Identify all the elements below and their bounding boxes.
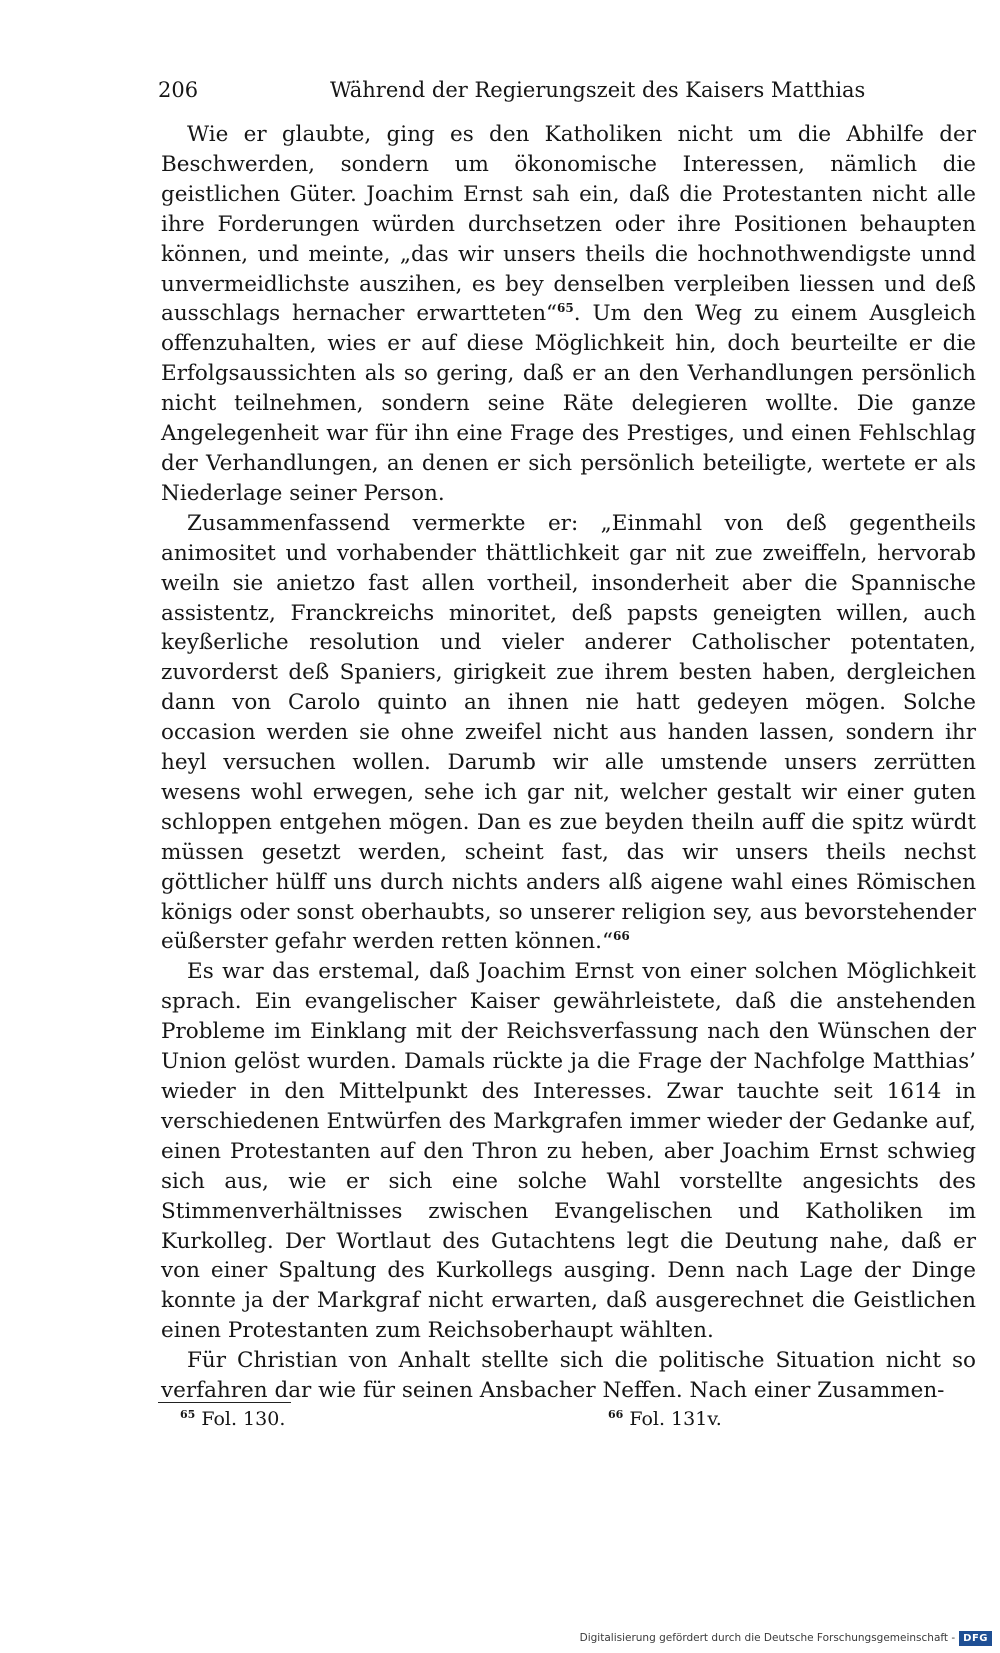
body-text [161, 120, 976, 1406]
paragraph-text: Zusammenfassend vermerkte er: „Einmahl von deß gegentheils animositet und vorhabender thättlichkeit gar nit zue zweiffeln, hervorab weiln sie anietzo fast allen vortheil, insonderheit aber die Spannische assistentz, Franckreichs minoritet, deß papsts geneigten willen, auch keyßerliche resolution und vieler anderer Catholischer potentaten, zuvorderst deß Spaniers, girigkeit zue ihrem besten haben, dergleichen dann von Carolo quinto an ihnen nie hatt gedeyen mögen. Solche occasion werden sie ohne zweifel nicht aus handen lassen, sondern ihr heyl versuchen wollen. Darumb wir alle umstende unsers zerrütten wesens wohl erwegen, sehe ich gar nit, welcher gestalt wir einer guten schloppen entgehen mögen. Dan es zue beyden theiln auff die spitz würdt müssen gesetzt werden, scheint fast, das wir unsers theils nechst göttlicher hülff uns durch nichts anders alß aigene wahl eines Römischen königs oder sonst oberhaubts, so unserer religion sey, aus bevorstehender eüßerster gefahr werden retten können.“ [161, 510, 976, 955]
page-number: 206 [158, 78, 199, 102]
running-head [158, 74, 966, 106]
dfg-logo-icon: DFG [959, 1631, 992, 1646]
footnote-reference-65[interactable]: 65 [557, 301, 574, 316]
digitization-credit [580, 1627, 992, 1649]
footnote-divider [158, 1402, 291, 1403]
footnote-text: Fol. 131v. [629, 1408, 722, 1430]
paragraph-1 [161, 120, 976, 509]
footnote-66 [608, 1405, 722, 1433]
paragraph-text: Für Christian von Anhalt stellte sich die politische Situation nicht so verfahren dar wie für seinen Ansbacher Neffen. Nach einer Zusammen- [161, 1348, 976, 1404]
footnote-marker: 65 [180, 1407, 196, 1421]
paragraph-text: . Um den Weg zu einem Ausgleich offenzuhalten, wies er auf diese Möglichkeit hin, doch beurteilte er die Erfolgsaussichten als so gering, daß er an den Verhandlungen persönlich nicht teilnehmen, sondern seine Räte delegieren wollte. Die ganze Angelegenheit war für ihn eine Frage des Prestiges, und einen Fehlschlag der Verhandlungen, an denen er sich persönlich beteiligte, wertete er als Niederlage seiner Person. [161, 301, 976, 506]
paragraph-2 [161, 509, 976, 958]
paragraph-text: Wie er glaubte, ging es den Katholiken nicht um die Abhilfe der Beschwerden, sondern um ökonomische Interessen, nämlich die geistlichen Güter. Joachim Ernst sah ein, daß die Protestanten nicht alle ihre Forderungen würden durchsetzen oder ihre Positionen behaupten können, und meinte, „das wir unsers theils die hochnothwendigste unnd unvermeidlichste auszihen, es bey denselben verpleiben liessen und deß ausschlags hernacher erwartteten“ [161, 122, 976, 327]
paragraph-4 [161, 1346, 976, 1406]
footnote-65 [180, 1405, 285, 1433]
footnote-text: Fol. 130. [201, 1408, 286, 1430]
footnote-marker: 66 [608, 1407, 624, 1421]
footnotes [158, 1405, 973, 1435]
digitization-credit-text: Digitalisierung gefördert durch die Deutsche Forschungsgemeinschaft - [579, 1632, 956, 1644]
paragraph-text: Es war das erstemal, daß Joachim Ernst von einer solchen Möglichkeit sprach. Ein evangelischer Kaiser gewährleistete, daß die anstehenden Probleme im Einklang mit der Reichsverfassung nach den Wünschen der Union gelöst wurden. Damals rückte ja die Frage der Nachfolge Matthias’ wieder in den Mittelpunkt des Interesses. Zwar tauchte seit 1614 in verschiedenen Entwürfen des Markgrafen immer wieder der Gedanke auf, einen Protestanten auf den Thron zu heben, aber Joachim Ernst schwieg sich aus, wie er sich eine solche Wahl vorstellte angesichts des Stimmenverhältnisses zwischen Evangelischen und Katholiken im Kurkolleg. Der Wortlaut des Gutachtens legt die Deutung nahe, daß er von einer Spaltung des Kurkollegs ausging. Denn nach Lage der Dinge konnte ja der Markgraf nicht erwarten, daß ausgerechnet die Geistlichen einen Protestanten zum Reichsoberhaupt wählten. [161, 959, 976, 1344]
running-title: Während der Regierungszeit des Kaisers Matthias [330, 78, 866, 102]
footnote-reference-66[interactable]: 66 [612, 929, 630, 944]
paragraph-3 [161, 957, 976, 1346]
